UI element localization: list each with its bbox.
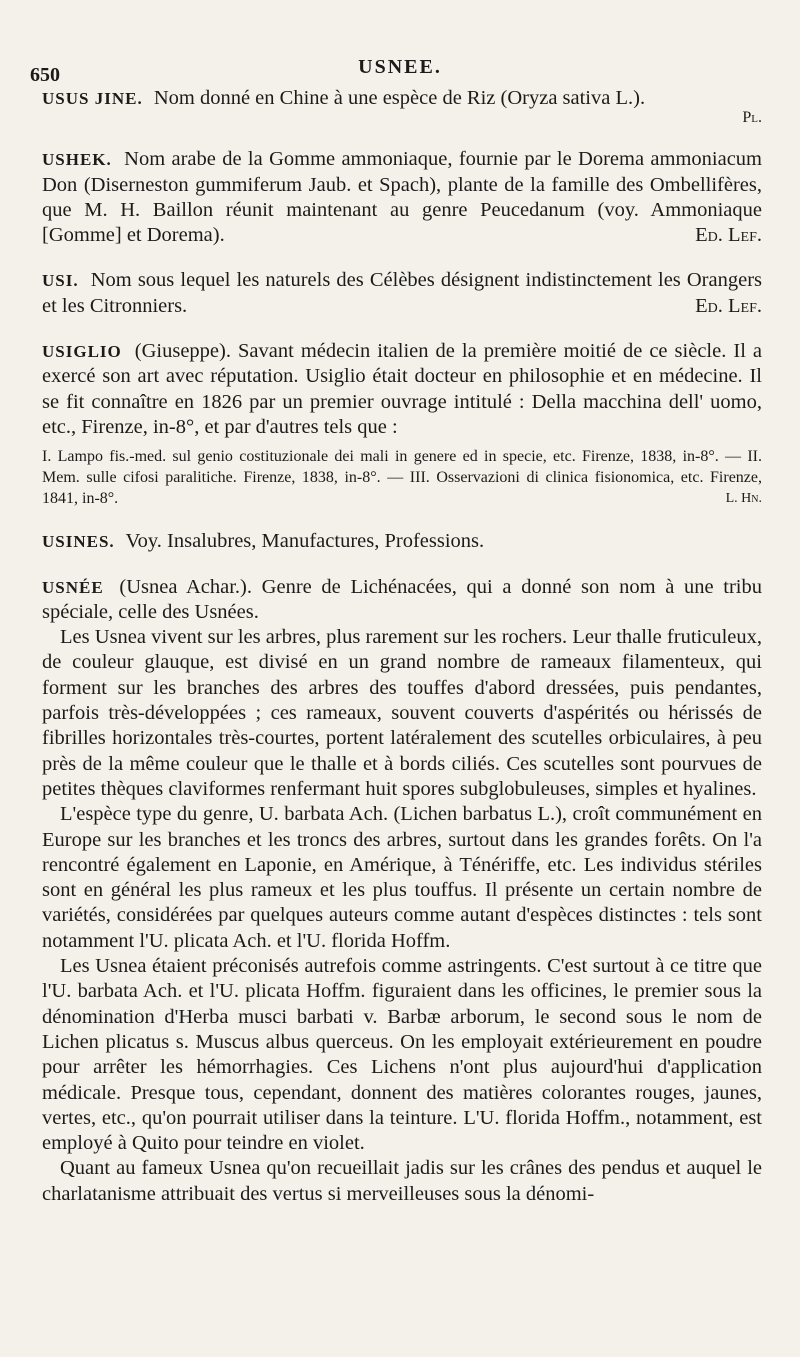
entry-text: Nom sous lequel les naturels des Célèbes désignent indistinctement les Orangers et les Citronniers. bbox=[42, 269, 763, 317]
entry-paragraph: Les Usnea vivent sur les arbres, plus rarement sur les rochers. Leur thalle fruticuleux, de couleur glauque, est divisé en un grand nombre de rameaux filamenteux, qui forment sur les branches des arbres des touffes d'abord dressées, puis pendantes, parfois très-développées ; ces rameaux, souvent couverts d'aspérités ou hérissés de fibrilles horizontales très-courtes, portent latéralement des scutelles orbiculaires, à peu près de la même couleur que le thalle et à bords ciliés. Ces scutelles sont pourvues de petites thèques claviformes renfermant huit spores subglobuleuses, simples et hyalines. bbox=[42, 626, 762, 800]
entry-head: USNÉE bbox=[42, 577, 104, 597]
entry-paragraph: Quant au fameux Usnea qu'on recueillait jadis sur les crânes des pendus et auquel le charlatanisme attribuait des vertus si merveilleuses sous la dénomi- bbox=[42, 1157, 762, 1205]
entry-paragraph: Les Usnea étaient préconisés autrefois comme astringents. C'est surtout à ce titre que l'U. barbata Ach. et l'U. plicata Hoffm. figuraient dans les officines, le premier sous la dénomination d'Herba musci barbati v. Barbæ arborum, le second sous le nom de Lichen plicatus s. Muscus albus querceus. On les employait extérieurement en poudre pour arrêter les hémorrhagies. Ces Lichens n'ont plus aujourd'hui d'application médicale. Presque tous, cependant, donnent des matières colorantes rouges, jaunes, vertes, etc., qu'on pourrait utiliser dans la teinture. L'U. florida Hoffm., notamment, est employé à Quito pour teindre en violet. bbox=[42, 955, 762, 1155]
entry-usi bbox=[42, 268, 762, 319]
entry-usus-jine bbox=[42, 86, 762, 127]
entry-text: Nom arabe de la Gomme ammoniaque, fournie par le Dorema ammoniacum Don (Diserneston gummiferum Jaub. et Spach), plante de la famille des Ombellifères, que M. H. Baillon réunit maintenant au genre Peucedanum (voy. Ammoniaque [Gomme] et Dorema). bbox=[42, 148, 763, 247]
entry-signature: Ed. Lef. bbox=[695, 224, 762, 247]
entry-signature: Ed. Lef. bbox=[695, 294, 762, 317]
page-header bbox=[30, 56, 770, 86]
entry-head: USHEK. bbox=[42, 150, 112, 170]
entry-usiglio bbox=[42, 339, 762, 509]
entry-ushek bbox=[42, 147, 762, 248]
entry-text: Voy. Insalubres, Manufactures, Professions. bbox=[125, 530, 485, 553]
entry-head: USUS JINE. bbox=[42, 89, 143, 108]
page-content bbox=[42, 86, 762, 1207]
entry-usnee bbox=[42, 575, 762, 1207]
page-number: 650 bbox=[30, 64, 60, 86]
entry-signature: L. Hn. bbox=[725, 491, 762, 507]
entry-usines bbox=[42, 529, 762, 554]
bibliography-text: I. Lampo fis.-med. sul genio costituzionale dei mali in genere ed in specie, etc. Firenze, 1838, in-8°. — II. Mem. sulle cifosi paralitiche. Firenze, 1838, in-8°. — III. Osservazioni di clinica fisionomica, etc. Firenze, 1841, in-8°. bbox=[42, 448, 762, 508]
entry-paragraph: L'espèce type du genre, U. barbata Ach. (Lichen barbatus L.), croît communément en Europe sur les branches et les troncs des arbres, surtout dans les grandes forêts. On l'a rencontré également en Laponie, en Amérique, à Ténériffe, etc. Les individus stériles sont en général les plus rameux et les plus touffus. Il présente un certain nombre de variétés, considérées par quelques auteurs comme autant d'espèces distinctes : tels sont notamment l'U. plicata Ach. et l'U. florida Hoffm. bbox=[42, 803, 762, 952]
entry-text: Nom donné en Chine à une espèce de Riz (Oryza sativa L.). bbox=[153, 87, 646, 109]
entry-head: USIGLIO bbox=[42, 342, 122, 362]
entry-head: USINES. bbox=[42, 532, 115, 552]
entry-head: USI. bbox=[42, 271, 79, 291]
entry-signature: Pl. bbox=[742, 109, 762, 127]
running-head: USNEE. bbox=[358, 56, 442, 78]
entry-paragraph: (Usnea Achar.). Genre de Lichénacées, qui a donné son nom à une tribu spéciale, celle des Usnées. bbox=[42, 575, 763, 623]
entry-text: (Giuseppe). Savant médecin italien de la première moitié de ce siècle. Il a exercé son art avec réputation. Usiglio était docteur en philosophie et en médecine. Il se fit connaître en 1826 par un premier ouvrage intitulé : Della macchina dell' uomo, etc., Firenze, in-8°, et par d'autres tels que : bbox=[42, 340, 763, 438]
entry-bibliography bbox=[42, 446, 762, 509]
